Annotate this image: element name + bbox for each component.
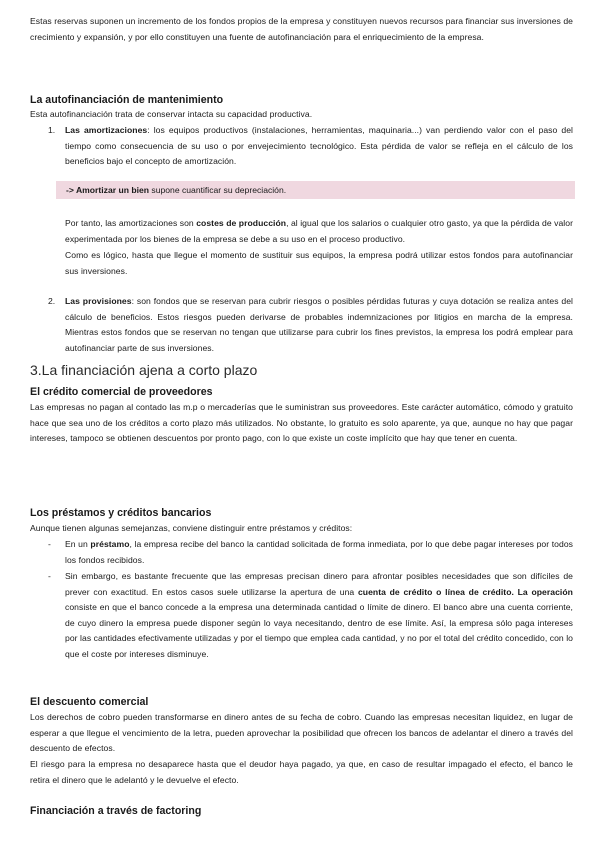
highlight-text: supone cuantificar su depreciación.	[149, 185, 287, 195]
mantenimiento-intro: Esta autofinanciación trata de conservar intacta su capacidad productiva.	[30, 109, 313, 119]
costes-term: costes de producción	[196, 218, 287, 228]
bullet-prestamo	[65, 537, 573, 568]
para-logico: Como es lógico, hasta que llegue el momento de sustituir sus equipos, la empresa podrá utilizar estos fondos para autofinanciar sus inversiones.	[65, 250, 573, 276]
bullet1-post: , la empresa recibe del banco la cantidad solicitada de forma inmediata, por lo que debe pagar intereses por todos los fondos recibidos.	[65, 539, 573, 565]
costes-pre: Por tanto, las amortizaciones son	[65, 218, 197, 228]
item1-amortizaciones	[65, 123, 573, 170]
bullet1-term: préstamo	[90, 539, 130, 549]
intro-paragraph	[30, 14, 573, 45]
highlight-note	[66, 183, 286, 199]
item2-number: 2.	[48, 296, 56, 306]
bullet1-dash: -	[48, 539, 51, 549]
descuento-para1: Los derechos de cobro pueden transformarse en dinero antes de su fecha de cobro. Cuando las empresas necesitan liquidez, en lugar de esperar a que llegue el vencimiento de la letra, pueden aprovechar la posibilidad que ofrecen los bancos de adelantar el dinero a través del descuento de efectos.	[30, 712, 573, 754]
bullet2-term: cuenta de crédito o línea de crédito.	[357, 586, 514, 597]
item1-number: 1.	[48, 125, 56, 135]
item1-text: : los equipos productivos (instalaciones, herramientas, maquinaria...) van perdiendo valor con el paso del tiempo como consecuencia de su uso o por envejecimiento tecnológico. Esta pérdida de valor se refleja en el cálculo de los beneficios bajo el concepto de amortización.	[65, 125, 573, 167]
descuento-para2: El riesgo para la empresa no desaparece hasta que el deudor haya pagado, ya que, en caso de resultar impagado el efecto, el banco le retira el dinero que le adelantó y le devuelve el efecto.	[30, 759, 573, 785]
intro-text: Estas reservas suponen un incremento de los fondos propios de la empresa y constituyen nuevos recursos para financiar sus inversiones de crecimiento y expansión, y por ello constituyen una fuente de autofinanciación para el enriquecimiento de la empresa.	[30, 16, 573, 42]
prestamos-intro: Aunque tienen algunas semejanzas, conviene distinguir entre préstamos y créditos:	[30, 523, 353, 533]
heading-prestamos: Los préstamos y créditos bancarios	[30, 507, 212, 519]
bullet2-post: consiste en que el banco concede a la empresa una determinada cantidad o límite de dinero. El banco abre una cuenta corriente, de cuyo dinero la empresa puede disponer según lo vaya necesitando, dentro de ese límite. Así, la empresa sólo paga intereses por las cantidades efectivamente utilizadas y por el tiempo que emplea cada cantidad, y no por el total del crédito concedido, con lo que el coste por intereses disminuye.	[65, 602, 573, 659]
highlight-term: Amortizar un bien	[75, 185, 150, 195]
item1-term: Las amortizaciones	[65, 125, 148, 135]
credito-comercial-paragraph: Las empresas no pagan al contado las m.p o mercaderías que le suministran sus proveedores. Este carácter automático, cómodo y gratuito hace que sea uno de los créditos a corto plazo más utilizados. No obstante, lo gratuito es solo aparente, ya que, aunque no hay que pagar intereses, tampoco se obtienen descuentos por pronto pago, con lo que existe un coste implícito que hay que tener en cuenta.	[30, 402, 573, 444]
heading-credito-comercial: El crédito comercial de proveedores	[30, 386, 213, 398]
heading-descuento: El descuento comercial	[30, 696, 149, 708]
bullet1-pre: En un	[65, 539, 91, 549]
bullet2-pre: Sin embargo, es bastante frecuente que las empresas precisan dinero para afrontar posibles necesidades que son difíciles de prever con exactitud. En estos casos suele utilizarse la apertura de una	[65, 571, 573, 597]
heading-factoring: Financiación a través de factoring	[30, 805, 202, 817]
heading-mantenimiento: La autofinanciación de mantenimiento	[30, 94, 224, 106]
item2-text: : son fondos que se reservan para cubrir riesgos o posibles pérdidas futuras y cuya dotación se realiza antes del cálculo de beneficios. Estos riesgos pueden derivarse de probables indemnizaciones por litigios en marcha de la empresa. Mientras estos fondos que se reservan no tengan que utilizarse para cubrir los fines previstos, la empresa los podrá emplear para autofinanciar parte de sus inversiones.	[65, 296, 573, 353]
para-costes	[65, 216, 573, 247]
section-3-title: 3.La financiación ajena a corto plazo	[30, 362, 258, 378]
bullet-credito	[65, 569, 573, 663]
bullet2-term2: La operación	[513, 586, 573, 597]
item2-term: Las provisiones	[65, 296, 132, 306]
bullet2-dash: -	[48, 571, 51, 581]
highlight-arrow: ->	[66, 185, 76, 195]
costes-post: , al igual que los salarios o cualquier otro gasto, ya que la pérdida de valor experimentada por los bienes de la empresa se debe a su uso en el proceso productivo.	[65, 218, 573, 244]
item2-provisiones	[65, 294, 573, 356]
